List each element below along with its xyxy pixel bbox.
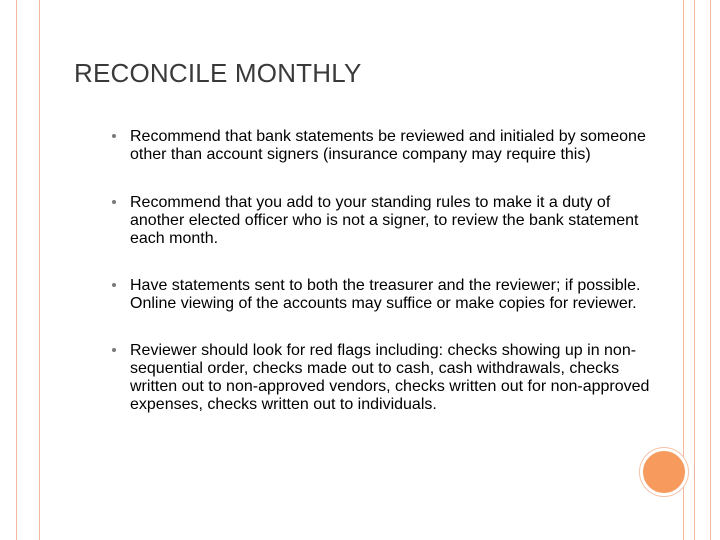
bullet-list bbox=[110, 128, 655, 444]
bullet-item-1 bbox=[110, 128, 655, 164]
bullet-text: Have statements sent to both the treasurer and the reviewer; if possible. Online viewing of the accounts may suffice or make copies for reviewer. bbox=[130, 277, 641, 312]
bullet-text: Reviewer should look for red flags including: checks showing up in non-sequential order, checks made out to cash, cash withdrawals, checks written out to non-approved vendors, checks written out for non-approved expenses, checks written out to individuals. bbox=[130, 342, 650, 413]
bullet-item-2 bbox=[110, 194, 655, 248]
decorative-circle-icon bbox=[640, 448, 688, 496]
bullet-item-4 bbox=[110, 342, 655, 414]
right-edge-line bbox=[710, 0, 720, 540]
bullet-item-3 bbox=[110, 277, 655, 313]
right-decorative-frame bbox=[683, 0, 695, 540]
left-decorative-frame bbox=[16, 0, 40, 540]
slide-title: RECONCILE MONTHLY bbox=[74, 58, 362, 88]
bullet-dot-icon bbox=[112, 134, 116, 138]
bullet-dot-icon bbox=[112, 200, 116, 204]
bullet-text: Recommend that you add to your standing rules to make it a duty of another elected officer who is not a signer, to review the bank statement each month. bbox=[130, 194, 639, 247]
bullet-dot-icon bbox=[112, 348, 116, 352]
bullet-text: Recommend that bank statements be reviewed and initialed by someone other than account signers (insurance company may require this) bbox=[130, 128, 646, 163]
bullet-dot-icon bbox=[112, 283, 116, 287]
